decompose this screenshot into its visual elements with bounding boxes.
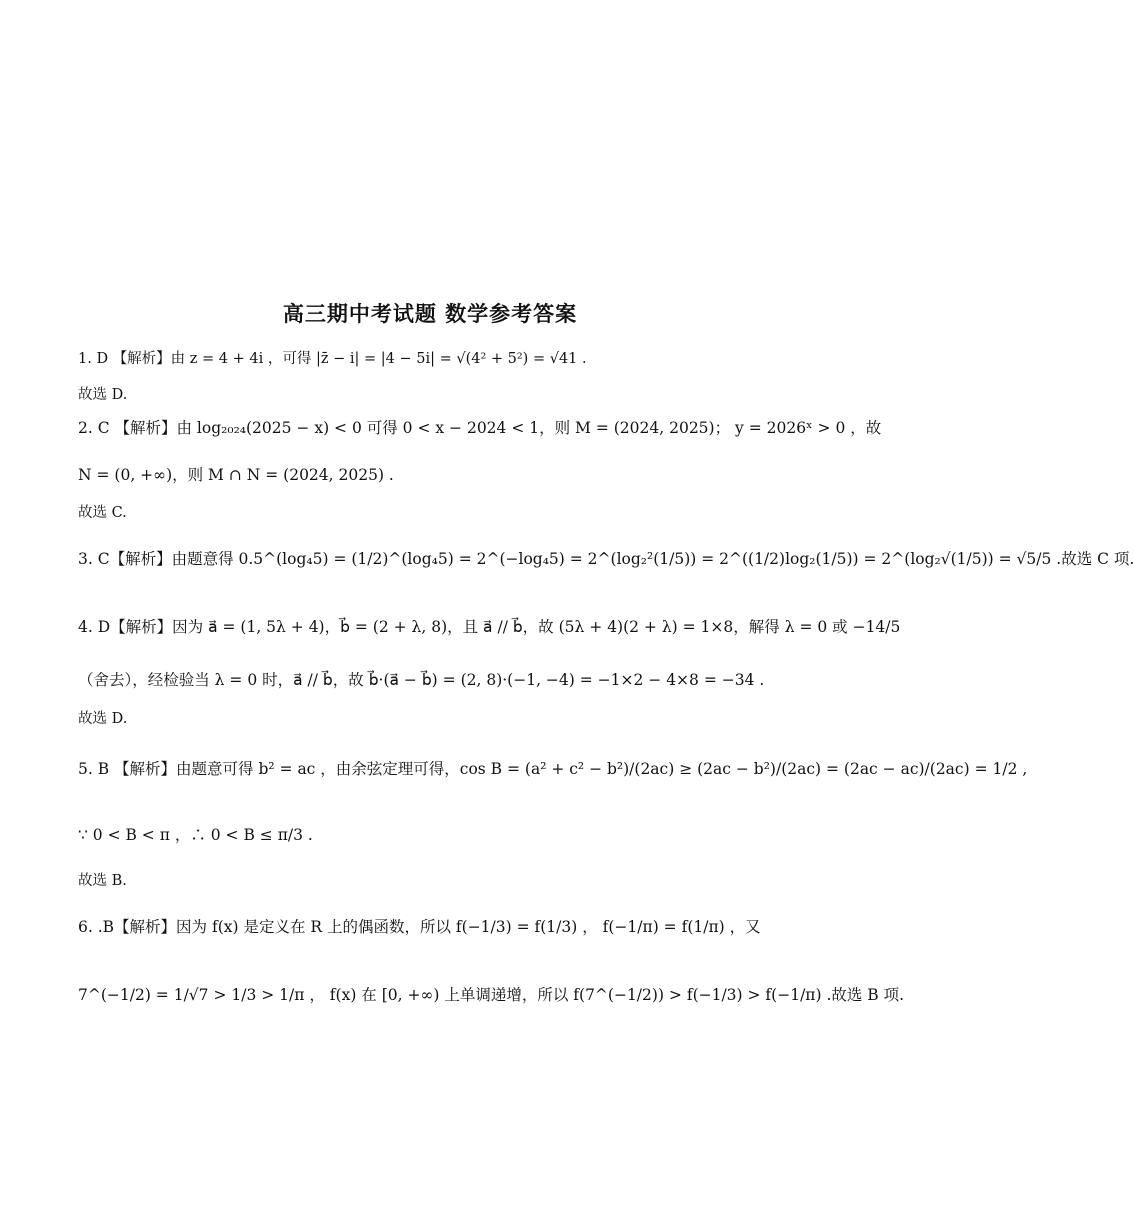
answer-3-line: 3. C【解析】由题意得 0.5^(log₄5) = (1/2)^(log₄5) = 2^(−log₄5) = 2^(log₂²(1/5)) = 2^((1/2)log₂(1/5)) = 2^(log₂√(1/5)) = √5/5 .故选 C 项. — [78, 550, 1134, 568]
answer-4-conclusion: 故选 D. — [78, 711, 128, 727]
answer-6-line-cont: 7^(−1/2) = 1/√7 > 1/3 > 1/π ， f(x) 在 [0, +∞) 上单调递增，所以 f(7^(−1/2)) > f(−1/3) > f(−1/π) .故选 B 项. — [78, 986, 905, 1004]
answer-5-line-cont: ∵ 0 < B < π ，∴ 0 < B ≤ π/3 . — [78, 826, 313, 844]
answer-6-line: 6. .B【解析】因为 f(x) 是定义在 R 上的偶函数，所以 f(−1/3) = f(1/3) ， f(−1/π) = f(1/π) ，又 — [78, 918, 761, 936]
answer-2-line: 2. C 【解析】由 log₂₀₂₄(2025 − x) < 0 可得 0 < x − 2024 < 1，则 M = (2024, 2025)； y = 2026ˣ > 0 ，故 — [78, 419, 882, 437]
answer-5-line: 5. B 【解析】由题意可得 b² = ac ，由余弦定理可得，cos B = (a² + c² − b²)/(2ac) ≥ (2ac − b²)/(2ac) = (2ac − ac)/(2ac) = 1/2 , — [78, 760, 1028, 778]
answer-2-conclusion: 故选 C. — [78, 505, 127, 521]
answer-1-line: 1. D 【解析】由 z = 4 + 4i ，可得 |z̄ − i| = |4 − 5i| = √(4² + 5²) = √41 . — [78, 351, 587, 367]
answer-2-line-cont: N = (0, +∞)，则 M ∩ N = (2024, 2025) . — [78, 466, 394, 484]
document-title: 高三期中考试题 数学参考答案 — [282, 302, 578, 326]
answer-4-line: 4. D【解析】因为 a⃗ = (1, 5λ + 4)，b⃗ = (2 + λ, 8)，且 a⃗ // b⃗，故 (5λ + 4)(2 + λ) = 1×8，解得 λ = 0 或 −14/5 — [78, 618, 901, 636]
answer-4-line-cont: （舍去），经检验当 λ = 0 时，a⃗ // b⃗，故 b⃗·(a⃗ − b⃗) = (2, 8)·(−1, −4) = −1×2 − 4×8 = −34 . — [78, 671, 765, 689]
answer-5-conclusion: 故选 B. — [78, 873, 127, 889]
answer-1-conclusion: 故选 D. — [78, 387, 128, 403]
